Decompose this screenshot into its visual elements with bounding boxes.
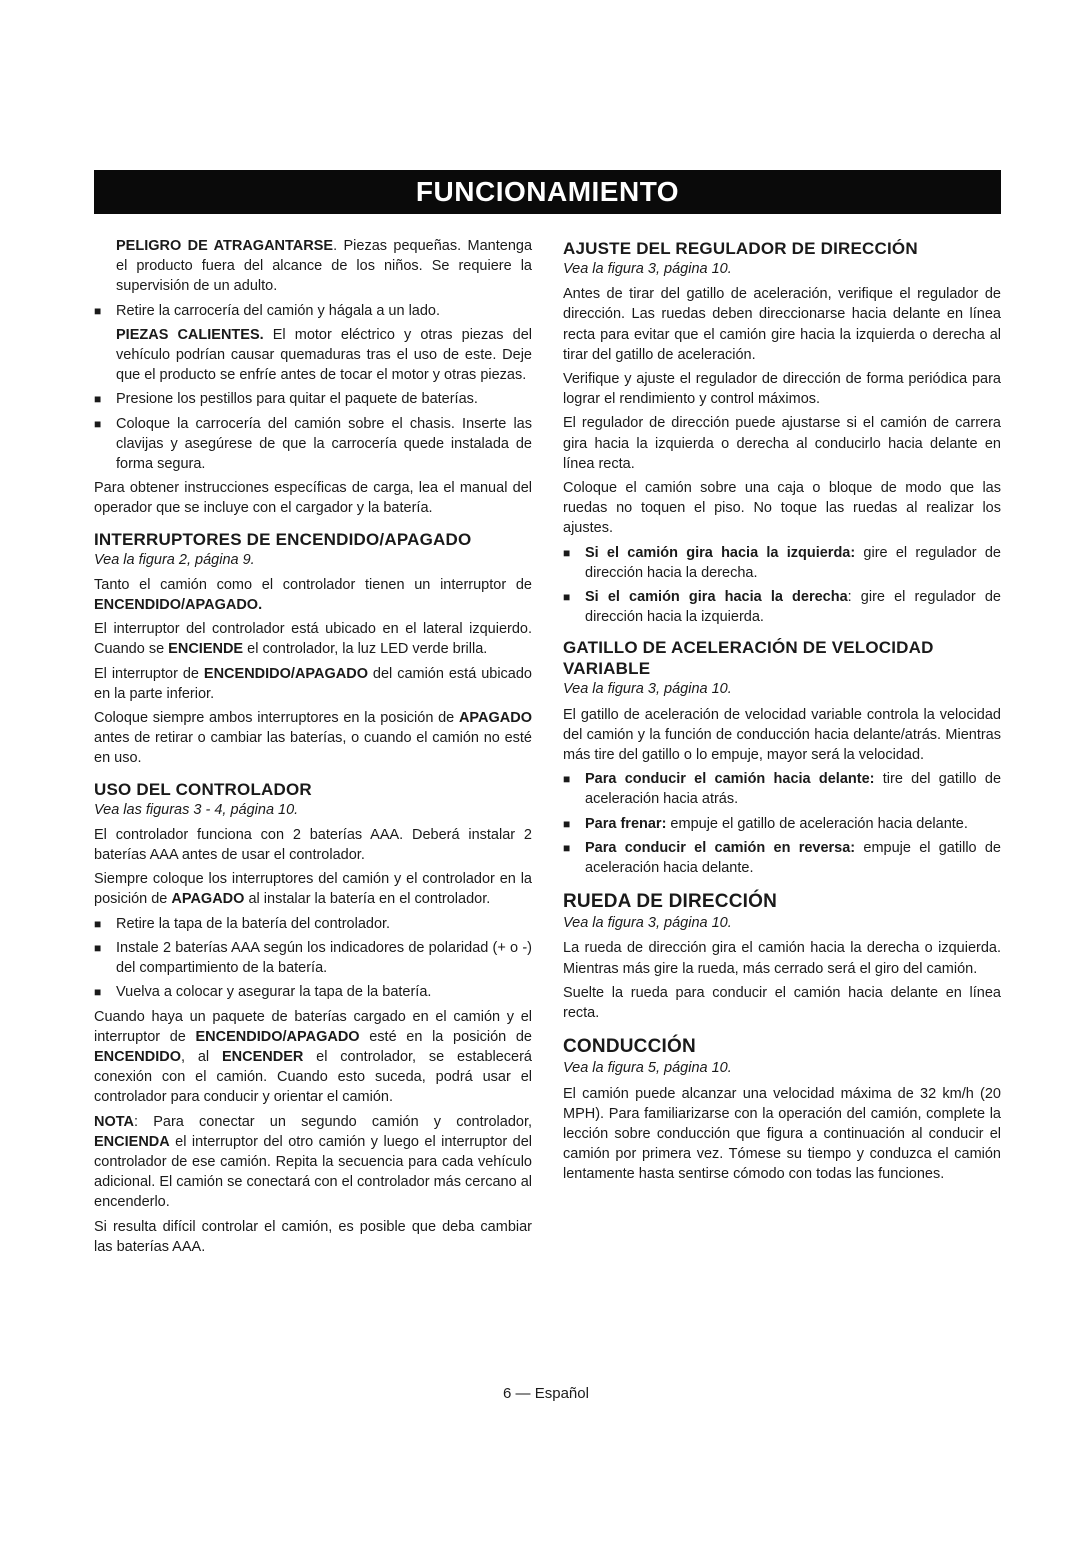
text-run: esté en la posición de — [359, 1028, 532, 1045]
text-run: , al — [181, 1048, 222, 1065]
text-run: gire el regulador de dirección hacia la derecha. — [585, 544, 1001, 581]
list-item-text — [585, 543, 1001, 583]
square-bullet-icon: ■ — [94, 916, 102, 931]
paragraph — [94, 664, 532, 704]
charging-note: Para obtener instrucciones específicas de carga, lea el manual del operador que se incluye con el cargador y la batería. — [94, 480, 532, 517]
text-run: el interruptor del otro camión y luego el interruptor del controlador de ese camión. Repita la secuencia para cada vehículo adicional. El camión se conectará con el controlador más cercano al encenderlo. — [94, 1133, 532, 1211]
list-item — [94, 938, 532, 978]
paragraph — [94, 869, 532, 909]
bold-run: Para conducir el camión hacia delante: — [585, 771, 875, 788]
left-column — [94, 236, 532, 1261]
warning-label: PIEZAS CALIENTES. — [116, 326, 264, 343]
paragraph: Suelte la rueda para conducir el camión hacia delante en línea recta. — [563, 984, 1001, 1022]
bold-run: ENCENDIDO/APAGADO — [203, 665, 368, 682]
figure-reference: Vea la figura 2, página 9. — [94, 551, 255, 568]
square-bullet-icon: ■ — [94, 416, 102, 431]
square-bullet-icon: ■ — [94, 392, 102, 407]
controller-heading: USO DEL CONTROLADOR — [94, 779, 312, 799]
square-bullet-icon: ■ — [563, 772, 571, 787]
square-bullet-icon: ■ — [563, 590, 571, 605]
text-run: empuje el gatillo de aceleración hacia delante. — [666, 815, 968, 832]
list-item — [563, 838, 1001, 878]
text-run: : Para conectar un segundo camión y controlador, — [134, 1113, 532, 1130]
text-run: el controlador, la luz LED verde brilla. — [243, 641, 488, 658]
paragraph: El camión puede alcanzar una velocidad máxima de 32 km/h (20 MPH). Para familiarizarse con la operación del camión, complete la lección sobre conducción que figura a continuación al conducir el camión por primera vez. Tómese su tiempo y conduzca el camión lentamente hasta sentirse cómodo con todas las funciones. — [563, 1085, 1001, 1183]
bold-run: ENCENDIDO/APAGADO. — [94, 597, 263, 614]
text-run: Coloque siempre ambos interruptores en la posición de — [94, 710, 459, 727]
paragraph: El controlador funciona con 2 baterías AAA. Deberá instalar 2 baterías AAA antes de usar el controlador. — [94, 826, 532, 864]
list-item-text: Coloque la carrocería del camión sobre el chasis. Inserte las clavijas y asegúrese de que la carrocería quede instalada de forma segura. — [116, 415, 532, 473]
list-item — [94, 982, 532, 1002]
paragraph: Antes de tirar del gatillo de aceleración, verifique el regulador de dirección. Las ruedas deben direccionarse hacia delante en línea recta para evitar que el camión gire hacia la izquierda o derecha al tirar del gatillo de aceleración. — [563, 286, 1001, 363]
section-title: FUNCIONAMIENTO — [415, 176, 680, 207]
bold-run: ENCENDER — [221, 1048, 304, 1065]
list-item-text — [585, 587, 1001, 627]
list-item — [94, 301, 532, 321]
hot-parts-warning — [94, 325, 532, 386]
driving-heading: CONDUCCIÓN — [563, 1036, 696, 1058]
figure-reference: Vea la figura 3, página 10. — [563, 681, 732, 698]
bold-run: ENCIENDE — [168, 641, 244, 658]
list-item — [94, 389, 532, 409]
warning-text: . Piezas pequeñas. Mantenga el producto fuera del alcance de los niños. Se requiere la supervisión de un adulto. — [116, 238, 533, 295]
text-run: Tanto el camión como el controlador tienen un interruptor de — [94, 576, 532, 593]
text-run: antes de retirar o cambiar las baterías, o cuando el camión no esté en uso. — [94, 730, 532, 767]
text-run: empuje el gatillo de aceleración hacia delante. — [585, 839, 1001, 877]
note-label: NOTA — [94, 1113, 135, 1130]
bold-run: Si el camión gira hacia la izquierda: — [585, 544, 856, 561]
paragraph: La rueda de dirección gira el camión hacia la derecha o izquierda. Mientras más gire la rueda, más cerrado será el giro del camión. — [563, 940, 1001, 977]
figure-reference: Vea la figura 3, página 10. — [563, 915, 732, 932]
bold-run: Para frenar: — [585, 815, 667, 832]
paragraph — [94, 1007, 532, 1108]
bold-run: ENCENDIDO — [94, 1048, 182, 1065]
text-run: Cuando haya un paquete de baterías cargado en el camión y el interruptor de — [94, 1008, 532, 1045]
wheel-heading: RUEDA DE DIRECCIÓN — [563, 891, 778, 913]
list-item-text: Vuelva a colocar y asegurar la tapa de la batería. — [116, 984, 432, 1001]
list-item-text — [585, 838, 1001, 878]
bold-run: APAGADO — [458, 710, 532, 727]
list-item — [563, 769, 1001, 809]
list-item-text: Retire la carrocería del camión y hágala a un lado. — [116, 302, 441, 319]
figure-reference: Vea las figuras 3 - 4, página 10. — [94, 801, 299, 818]
paragraph: Coloque el camión sobre una caja o bloque de modo que las ruedas no toquen el piso. No toque las ruedas al realizar los ajustes. — [563, 480, 1001, 537]
bold-run: Para conducir el camión en reversa: — [585, 839, 856, 856]
square-bullet-icon: ■ — [94, 303, 102, 318]
text-run: Siempre coloque los interruptores del camión y el controlador en la posición de — [94, 871, 532, 908]
text-run: al instalar la batería en el controlador. — [244, 891, 491, 908]
list-item-text — [585, 814, 1001, 834]
note-paragraph — [94, 1112, 532, 1213]
paragraph: El regulador de dirección puede ajustarse si el camión de carrera gira hacia la izquierda o derecha al conducirlo hacia delante en línea recta. — [563, 415, 1001, 472]
page-number: 6 — Español — [503, 1385, 589, 1402]
text-run: el controlador, se establecerá conexión con el camión. Cuando esto suceda, podrá usar el controlador para conducir y orientar el camión. — [94, 1048, 532, 1106]
list-item-text: Instale 2 baterías AAA según los indicadores de polaridad (+ o -) del compartimiento de la batería. — [116, 939, 532, 977]
list-item — [563, 543, 1001, 583]
square-bullet-icon: ■ — [563, 816, 571, 831]
figure-reference: Vea la figura 3, página 10. — [563, 261, 732, 277]
list-item-text — [585, 769, 1001, 809]
paragraph — [94, 575, 532, 615]
text-run: El interruptor del controlador está ubicado en el lateral izquierdo. Cuando se — [94, 621, 532, 658]
choking-hazard-warning — [94, 236, 532, 297]
section-title-bar — [94, 170, 1001, 214]
right-column — [563, 236, 1001, 1189]
warning-label: PELIGRO DE ATRAGANTARSE — [116, 238, 334, 254]
square-bullet-icon: ■ — [94, 985, 102, 1000]
text-run: tire del gatillo de aceleración hacia atrás. — [585, 771, 1002, 808]
text-run: : gire el regulador de dirección hacia la izquierda. — [585, 589, 1001, 626]
list-item — [563, 587, 1001, 627]
paragraph: Si resulta difícil controlar el camión, es posible que deba cambiar las baterías AAA. — [94, 1218, 532, 1255]
list-item — [94, 914, 532, 934]
paragraph: Verifique y ajuste el regulador de dirección de forma periódica para lograr el rendimiento y control máximos. — [563, 371, 1001, 408]
paragraph — [94, 708, 532, 769]
bold-run: ENCENDIDO/APAGADO — [195, 1028, 360, 1045]
square-bullet-icon: ■ — [563, 840, 571, 855]
trigger-heading: GATILLO DE ACELERACIÓN DE VELOCIDAD VARIABLE — [563, 638, 934, 679]
list-item — [94, 414, 532, 475]
text-run: del camión está ubicado en la parte inferior. — [94, 665, 532, 702]
list-item — [563, 814, 1001, 834]
bold-run: APAGADO — [171, 891, 245, 908]
square-bullet-icon: ■ — [563, 545, 571, 560]
steering-trim-heading: AJUSTE DEL REGULADOR DE DIRECCIÓN — [563, 239, 918, 258]
figure-reference: Vea la figura 5, página 10. — [563, 1060, 732, 1077]
list-item-text: Retire la tapa de la batería del controlador. — [116, 915, 391, 932]
list-item-text: Presione los pestillos para quitar el paquete de baterías. — [116, 391, 478, 408]
bold-run: ENCIENDA — [94, 1133, 170, 1150]
warning-text: El motor eléctrico y otras piezas del vehículo podrían causar quemaduras tras el uso de este. Deje que el producto se enfríe antes de tocar el motor y otras piezas. — [116, 326, 532, 384]
square-bullet-icon: ■ — [94, 940, 102, 955]
text-run: El interruptor de — [94, 665, 204, 682]
switches-heading: INTERRUPTORES DE ENCENDIDO/APAGADO — [94, 529, 472, 549]
paragraph: El gatillo de aceleración de velocidad variable controla la velocidad del camión y la función de conducción hacia delante/atrás. Mientras más tire del gatillo o lo empuje, mayor será la velocidad. — [563, 706, 1001, 764]
paragraph — [94, 619, 532, 659]
bold-run: Si el camión gira hacia la derecha — [585, 589, 848, 606]
